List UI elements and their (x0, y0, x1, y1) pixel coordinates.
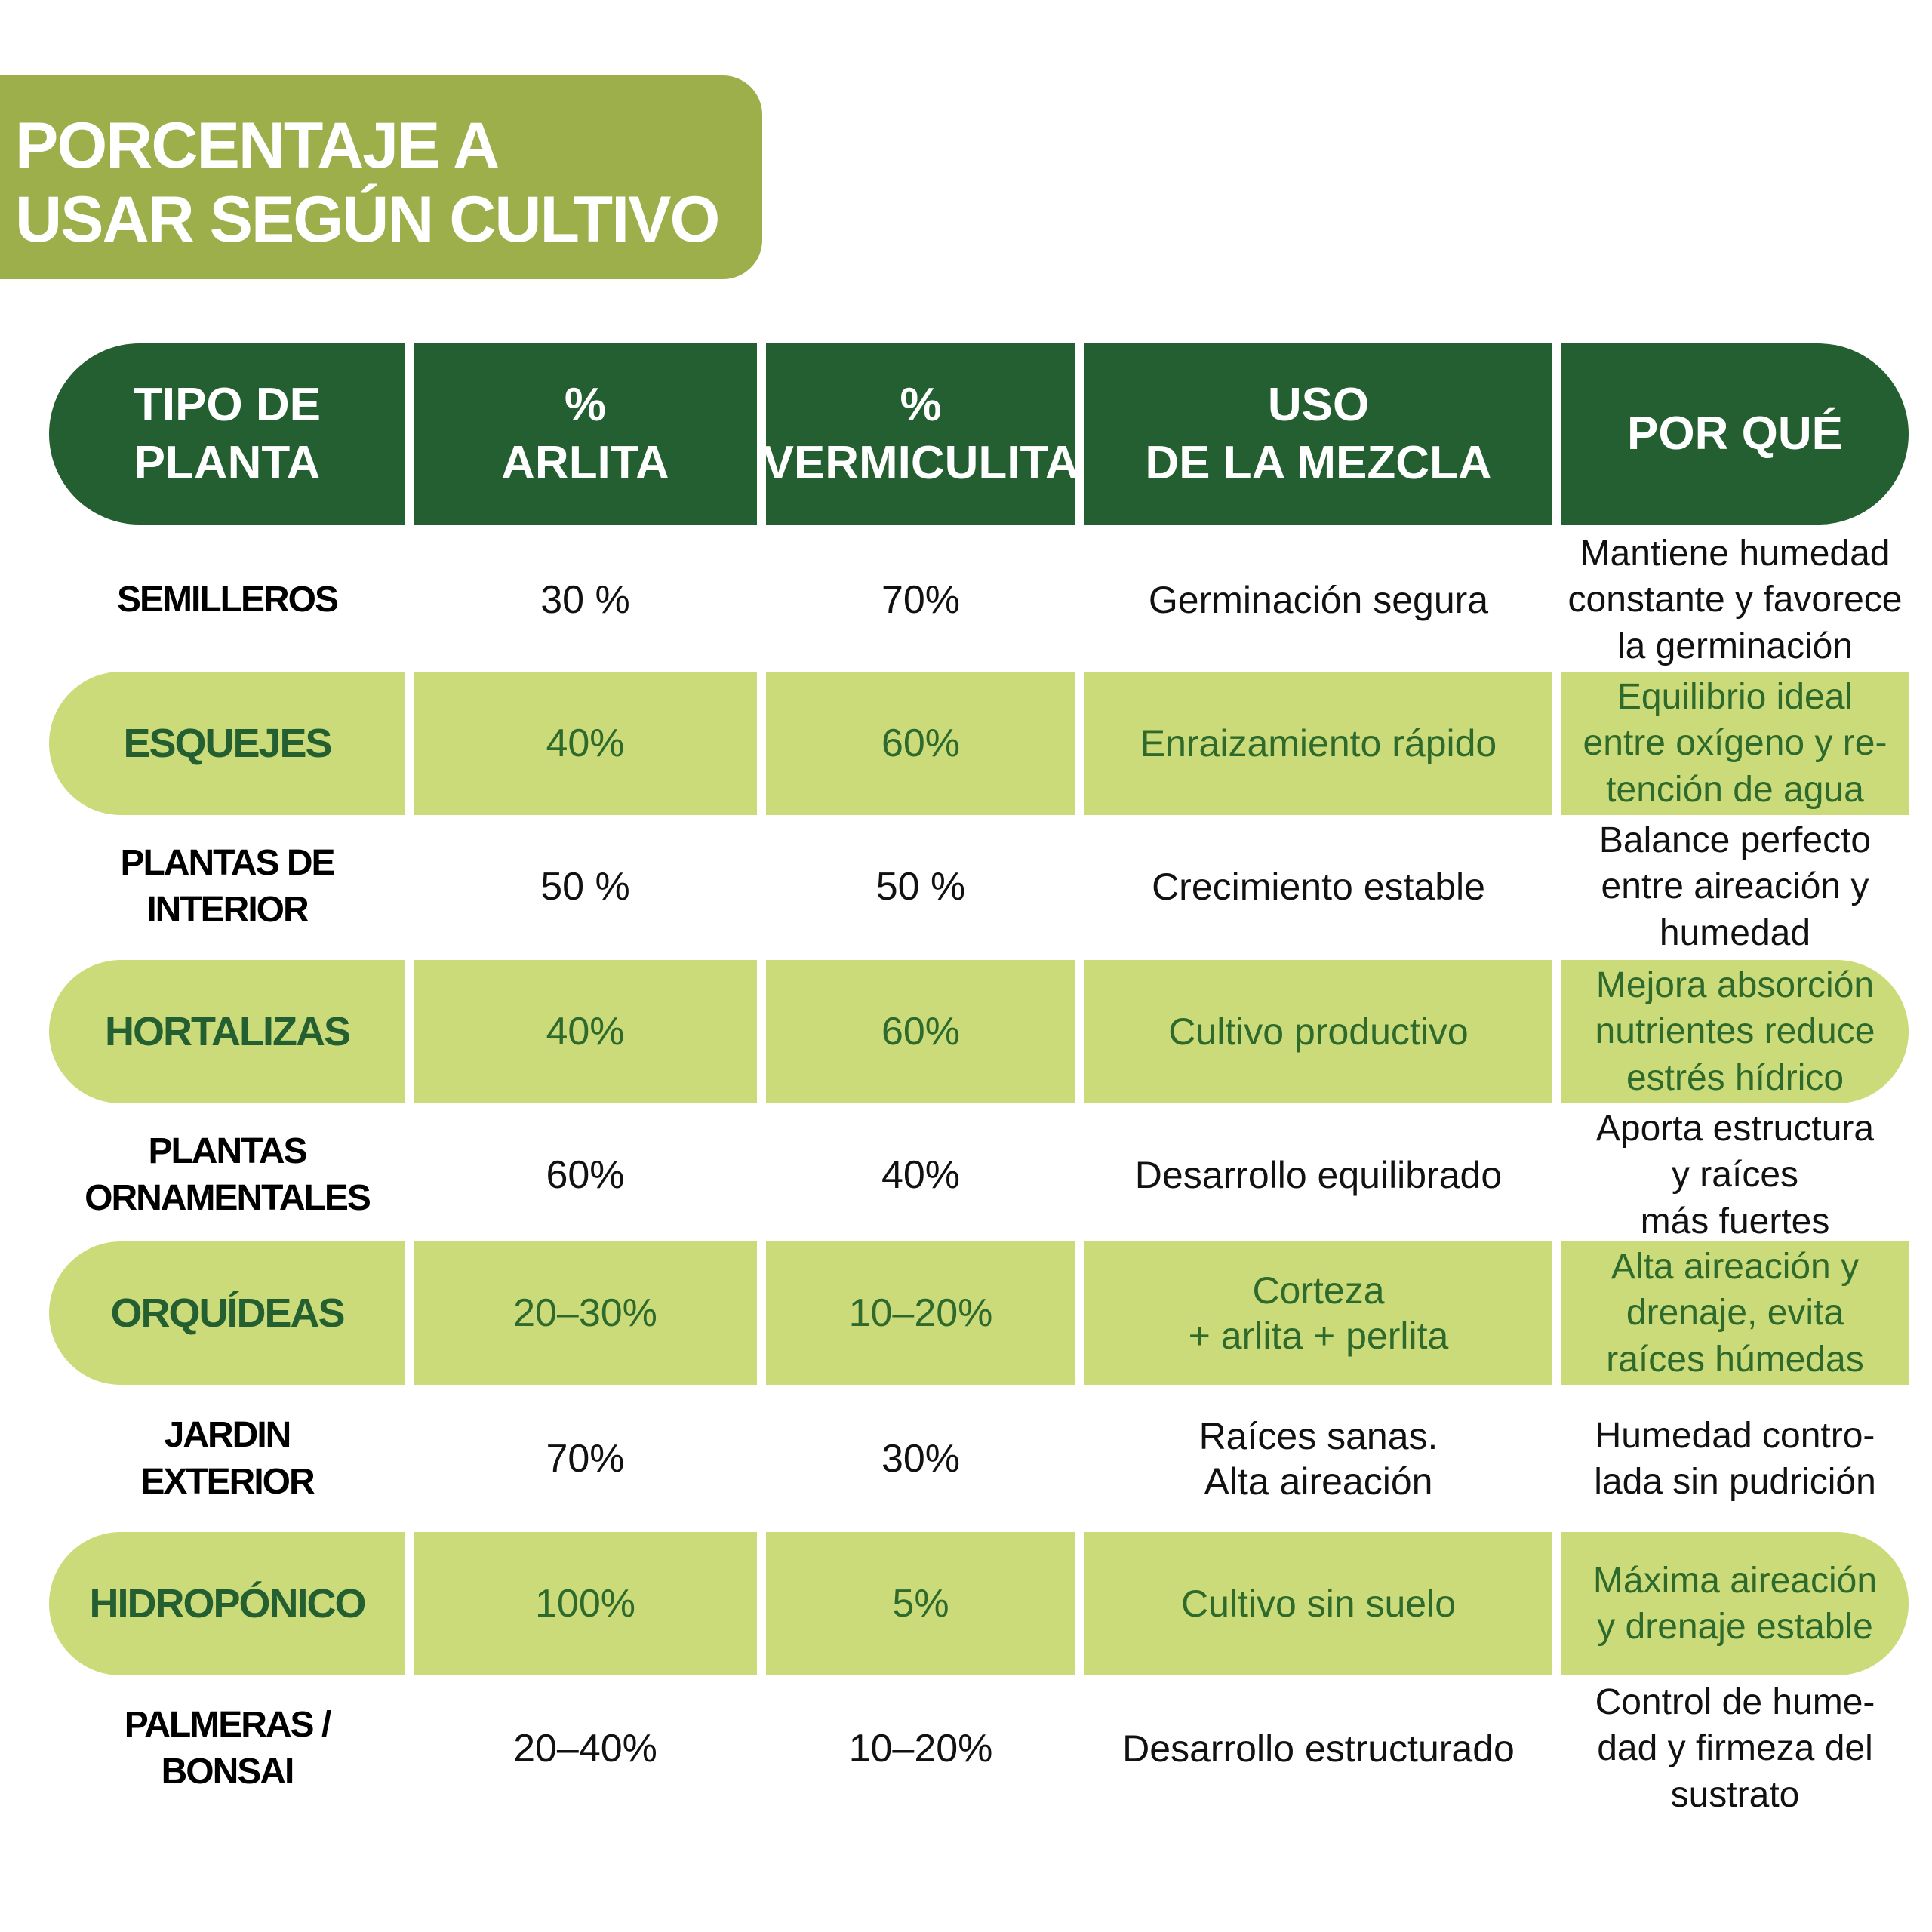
cell-uso: Cultivo productivo (1084, 960, 1552, 1103)
cell-type: ORQUÍDEAS (49, 1241, 405, 1385)
header-uso: USO DE LA MEZCLA (1084, 343, 1552, 525)
cell-arlita: 50 % (540, 864, 630, 909)
header-porque: POR QUÉ (1561, 343, 1909, 525)
cell-arlita: 20–40% (513, 1726, 657, 1770)
cell-porque: Mejora absorción nutrientes reduce estrés hídrico (1561, 960, 1909, 1103)
cell-uso: Germinación segura (1148, 579, 1489, 621)
cell-arlita: 40% (414, 672, 757, 815)
cell-porque: Mantiene humedad constante y favorece la germinación (1567, 533, 1903, 666)
cell-porque: Alta aireación y drenaje, evita raíces húmedas (1561, 1241, 1909, 1385)
cell-arlita: 100% (414, 1532, 757, 1675)
cell-arlita: 70% (546, 1436, 625, 1481)
cell-arlita: 30 % (540, 577, 630, 622)
cell-vermiculita: 60% (766, 960, 1075, 1103)
cell-porque: Máxima aireación y drenaje estable (1561, 1532, 1909, 1675)
title-line-1: PORCENTAJE A (15, 109, 499, 182)
cell-vermiculita: 10–20% (766, 1241, 1075, 1385)
cell-arlita: 40% (414, 960, 757, 1103)
cell-vermiculita: 40% (881, 1152, 961, 1197)
cell-type: HIDROPÓNICO (49, 1532, 405, 1675)
header-type: TIPO DE PLANTA (49, 343, 405, 525)
cell-type: PLANTAS DE INTERIOR (120, 842, 334, 930)
title-line-2: USAR SEGÚN CULTIVO (15, 183, 719, 256)
cell-uso: Desarrollo equilibrado (1134, 1154, 1503, 1196)
cell-porque: Aporta estructura y raíces más fuertes (1595, 1108, 1875, 1241)
cell-uso: Crecimiento estable (1152, 866, 1485, 908)
cell-arlita: 60% (546, 1152, 625, 1197)
cell-uso: Raíces sanas. Alta aireación (1198, 1415, 1438, 1503)
cell-uso: Desarrollo estructurado (1122, 1727, 1515, 1770)
cell-porque: Equilibrio ideal entre oxígeno y re- tención de agua (1561, 672, 1909, 815)
title-banner (0, 75, 762, 279)
cell-porque: Control de hume- dad y firmeza del sustrato (1595, 1681, 1875, 1815)
cell-type: PLANTAS ORNAMENTALES (85, 1131, 370, 1218)
header-arlita: % ARLITA (414, 343, 757, 525)
cell-type: ESQUEJES (49, 672, 405, 815)
cell-type: JARDIN EXTERIOR (140, 1414, 314, 1502)
cell-uso: Corteza + arlita + perlita (1084, 1241, 1552, 1385)
header-vermiculita: % VERMICULITA (766, 343, 1075, 525)
cell-uso: Cultivo sin suelo (1084, 1532, 1552, 1675)
cell-type: SEMILLEROS (116, 579, 338, 620)
cell-vermiculita: 5% (766, 1532, 1075, 1675)
cell-porque: Humedad contro- lada sin pudrición (1594, 1415, 1876, 1502)
cell-porque: Balance perfecto entre aireación y humedad (1598, 820, 1872, 953)
cell-type: HORTALIZAS (49, 960, 405, 1103)
cell-uso: Enraizamiento rápido (1084, 672, 1552, 815)
cell-arlita: 20–30% (414, 1241, 757, 1385)
cell-vermiculita: 30% (881, 1436, 961, 1481)
cell-vermiculita: 10–20% (848, 1726, 993, 1770)
cell-vermiculita: 50 % (875, 864, 966, 909)
cell-vermiculita: 70% (881, 577, 961, 622)
cell-type: PALMERAS / BONSAI (124, 1704, 331, 1792)
cell-vermiculita: 60% (766, 672, 1075, 815)
